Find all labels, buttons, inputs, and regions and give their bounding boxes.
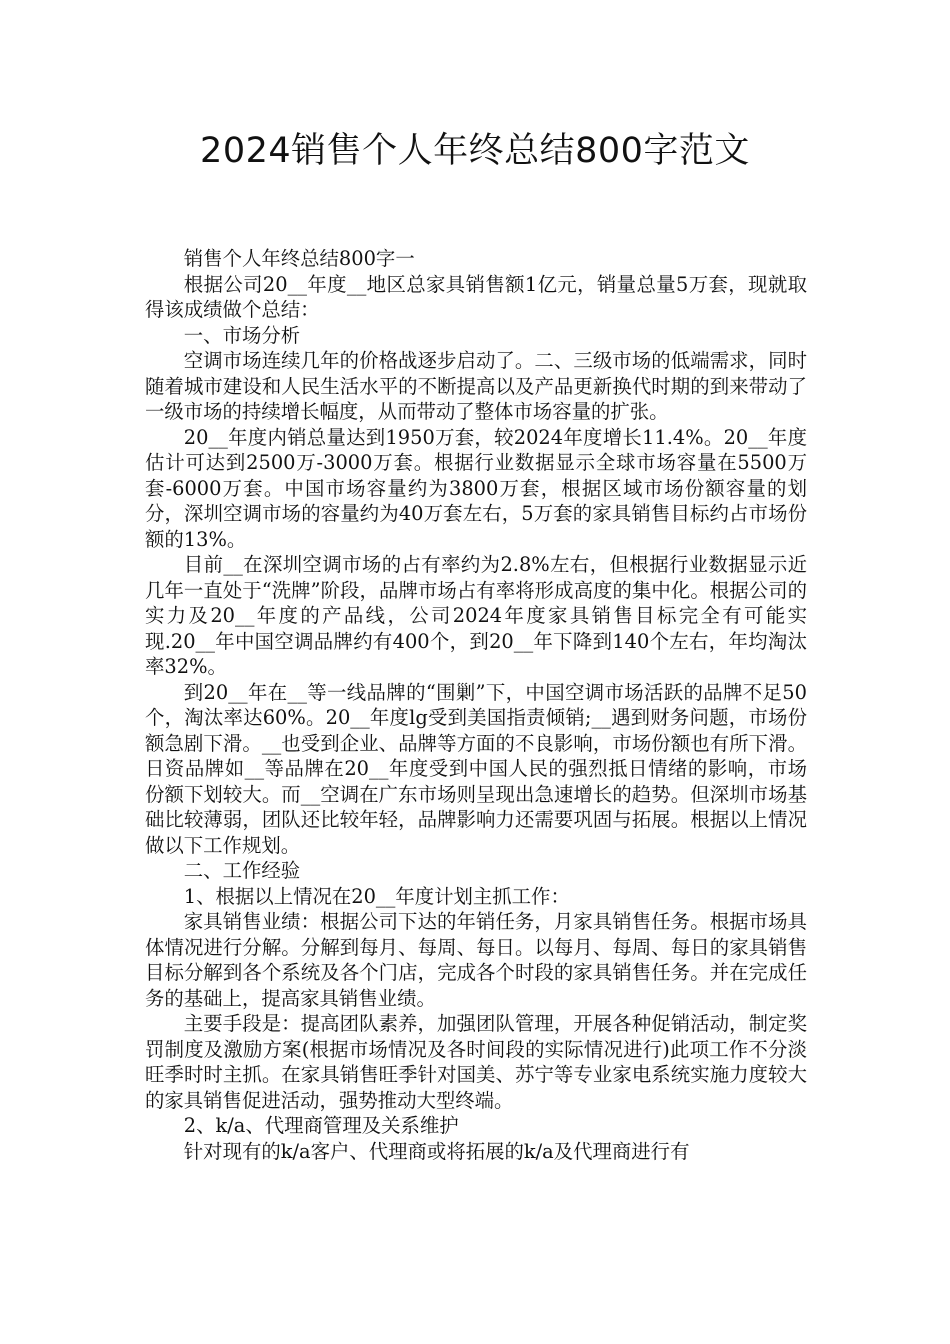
paragraph: 针对现有的k/a客户、代理商或将拓展的k/a及代理商进行有 — [183, 1139, 690, 1163]
document-title: 2024销售个人年终总结800字范文 — [200, 131, 750, 171]
subheading-plan: 1、根据以上情况在20__年度计划主抓工作： — [183, 884, 570, 908]
paragraph: 空调市场连续几年的价格战逐步启动了。二、三级市场的低端需求，同时随着城市建设和人民生活水平的不断提高以及产品更新换代时期的到来带动了一级市场的持续增长幅度，从而带动了整体市场容量的扩张。 — [145, 349, 807, 423]
document-body — [145, 246, 807, 1164]
paragraph: 20__年度内销总量达到1950万套，较2024年度增长11.4%。20__年度估计可达到2500万-3000万套。根据行业数据显示全球市场容量在5500万套-6000万套。中国市场容量约为3800万套，根据区域市场份额容量的划分，深圳空调市场的容量约为40万套左右，5万套的家具销售目标约占市场份额的13%。 — [145, 425, 807, 551]
paragraph: 到20__年在__等一线品牌的“围剿”下，中国空调市场活跃的品牌不足50个，淘汰率达60%。20__年度lg受到美国指责倾销;__遇到财务问题，市场份额急剧下滑。__也受到企业、品牌等方面的不良影响，市场份额也有所下滑。日资品牌如__等品牌在20__年度受到中国人民的强烈抵日情绪的影响，市场份额下划较大。而__空调在广东市场则呈现出急速增长的趋势。但深圳市场基础比较薄弱，团队还比较年轻，品牌影响力还需要巩固与拓展。根据以上情况做以下工作规划。 — [145, 680, 807, 857]
paragraph-intro: 根据公司20__年度__地区总家具销售额1亿元，销量总量5万套，现就取得该成绩做个总结： — [145, 272, 807, 321]
section-heading-market-analysis: 一、市场分析 — [183, 323, 301, 347]
paragraph-subtitle: 销售个人年终总结800字一 — [183, 247, 415, 270]
paragraph: 家具销售业绩：根据公司下达的年销任务，月家具销售任务。根据市场具体情况进行分解。分解到每月、每周、每日。以每月、每周、每日的家具销售目标分解到各个系统及各个门店，完成各个时段的家具销售任务。并在完成任务的基础上，提高家具销售业绩。 — [145, 910, 807, 1010]
section-heading-work-experience: 二、工作经验 — [183, 859, 301, 882]
paragraph: 目前__在深圳空调市场的占有率约为2.8%左右，但根据行业数据显示近几年一直处于“洗牌”阶段，品牌市场占有率将形成高度的集中化。根据公司的实力及20__年度的产品线，公司2024年度家具销售目标完全有可能实现.20__年中国空调品牌约有400个，到20__年下降到140个左右，年均淘汰率32%。 — [145, 553, 807, 678]
subheading-ka-agent: 2、k/a、代理商管理及关系维护 — [183, 1114, 459, 1137]
paragraph: 主要手段是：提高团队素养，加强团队管理，开展各种促销活动，制定奖罚制度及激励方案(根据市场情况及各时间段的实际情况进行)此项工作不分淡旺季时时主抓。在家具销售旺季针对国美、苏宁等专业家电系统实施力度较大的家具销售促进活动，强势推动大型终端。 — [145, 1012, 807, 1112]
